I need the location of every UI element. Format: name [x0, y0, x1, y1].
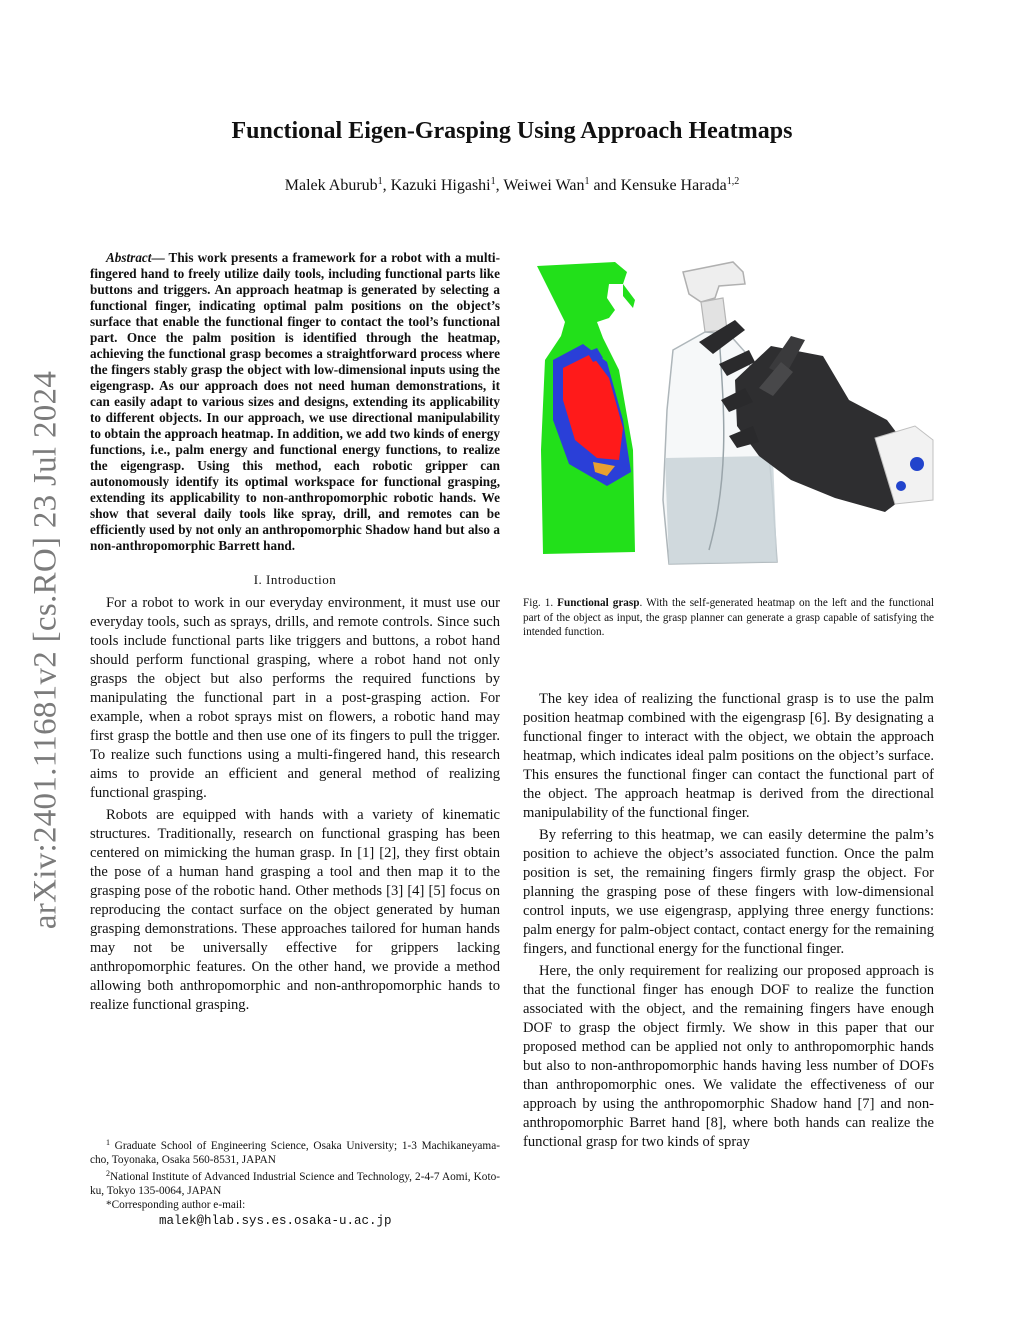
affiliation-mark: 1: [490, 176, 496, 187]
author-name: Malek Aburub: [284, 177, 378, 194]
footnote-text: National Institute of Advanced Industrial Science and Technology, 2-4-7 Aomi, Koto-ku, Tokyo 135-0064, JAPAN: [90, 1171, 500, 1197]
left-column: [90, 250, 500, 1018]
intro-paragraph-1: For a robot to work in our everyday environment, it must use our everyday tools, such as sprays, drills, and remote controls. Since such tools include functional parts like triggers and buttons, a robot hand should perform functional grasping, where a robot hand not only grasps the object but also performs the required functions by manipulating the functional part in a post-grasping action. For example, when a robot sprays mist on flowers, a robotic hand may first grasp the bottle and then use one of its fingers to pull the trigger. To realize such functions using a multi-fingered hand, this research aims to provide an efficient and general method of realizing functional grasping.: [90, 595, 500, 801]
arxiv-identifier-text: arXiv:2401.11681v2 [cs.RO] 23 Jul 2024: [27, 370, 64, 930]
author-separator: ,: [495, 177, 504, 194]
footnote-mark: 1: [106, 1138, 110, 1147]
caption-bold: Functional grasp: [557, 597, 640, 609]
right-paragraph-2: By referring to this heatmap, we can easily determine the palm’s position to achieve the object’s associated function. Once the palm position is set, the remaining fingers firmly grasp the object. For planning the grasping pose of these fingers with low-dimensional control inputs, we use eigengrasp, applying three energy functions: palm energy for palm-object contact, contact energy for the remaining fingers, and functional energy for the functional finger.: [523, 826, 934, 957]
right-paragraph-1: The key idea of realizing the functional grasp is to use the palm position heatmap combined with the eigengrasp [6]. By designating a functional finger to interact with the object, we obtain the approach heatmap, which indicates ideal palm positions on the object’s surface. This ensures the functional finger can contact the functional part of the object. The approach heatmap is derived from the directional manipulability of the functional finger.: [523, 690, 934, 821]
author-list: [0, 176, 1024, 195]
right-column-text: [523, 690, 934, 1152]
author-name: Kazuki Higashi: [390, 177, 491, 194]
affiliation-mark: 1,2: [726, 176, 740, 187]
corresponding-email: malek@hlab.sys.es.osaka-u.ac.jp: [159, 1214, 392, 1228]
author-name: Weiwei Wan: [503, 177, 585, 194]
abstract: [90, 250, 500, 554]
paper-title: Functional Eigen-Grasping Using Approach Heatmaps: [231, 118, 793, 144]
caption-text: . With the self-generated heatmap on the left and the functional part of the object as input, the grasp planner can generate a grasp capable of satisfying the intended function.: [523, 597, 934, 638]
intro-paragraph-2: Robots are equipped with hands with a variety of kinematic structures. Traditionally, research on functional grasping has been centered on mimicking the human grasp. In [1] [2], they first obtain the pose of a human hand grasping a tool and then map it to the grasping pose of the robotic hand. Other methods [3] [4] [5] focus on reproducing the contact surface on the object generated by human grasping demonstrations. These approaches tailored for human hands may not be universally effective for grippers lacking anthropomorphic features. On the other hand, we provide a method allowing both anthropomorphic and non-anthropomorphic hands to realize functional grasping.: [90, 807, 500, 1013]
footnote-affiliation-2: [90, 1167, 500, 1198]
footnotes: [90, 1136, 500, 1228]
author-separator: and: [589, 177, 621, 194]
abstract-label: Abstract: [106, 250, 152, 265]
caption-label: Fig. 1.: [523, 597, 558, 609]
footnote-affiliation-1: [90, 1136, 500, 1167]
affiliation-mark: 1: [377, 176, 383, 187]
right-column: [523, 250, 934, 1155]
author-name: Kensuke Harada: [620, 177, 727, 194]
affiliation-mark: 1: [584, 176, 590, 187]
abstract-dash: —: [151, 250, 169, 265]
figure-functional-grasp: [523, 250, 934, 580]
figure-caption: [523, 596, 934, 640]
footnote-text: Graduate School of Engineering Science, Osaka University; 1-3 Machikaneyama-cho, Toyonaka, Osaka 560-8531, JAPAN: [90, 1140, 500, 1166]
abstract-text: This work presents a framework for a robot with a multi-fingered hand to freely utilize daily tools, including functional parts like buttons and triggers. An approach heatmap is generated by selecting a functional finger, indicating optimal palm positions on the object’s surface that enable the functional finger to contact the tool’s functional part. Once the palm position is identified through the heatmap, achieving the functional grasp becomes a straightforward process where the fingers stably grasp the object with low-dimensional inputs using the eigengrasp. As our approach does not need human demonstrations, it can easily adapt to various sizes and designs, extending its applicability to different objects. In our approach, we use directional manipulability to obtain the approach heatmap. In addition, we add two kinds of energy functions, i.e., palm energy and functional energy functions, to realize the eigengrasp. Using this method, each robotic gripper can autonomously identify its optimal workspace for functional grasping, extending its applicability to non-anthropomorphic robotic hands. We show that several daily tools like spray, drill, and remotes can be efficiently used by not only an anthropomorphic Shadow hand but also a non-anthropomorphic Barrett hand.: [90, 250, 500, 553]
section-heading-introduction: I. Introduction: [253, 572, 337, 587]
right-paragraph-3: Here, the only requirement for realizing our proposed approach is that the functional finger has enough DOF to realize the function associated with the object, and the remaining fingers have enough DOF to grasp the object firmly. We show in this paper that our proposed method can be applied not only to anthropomorphic hands but also to non-anthropomorphic hands having less number of DOFs than anthropomorphic ones. We validate the effectiveness of our approach by using the anthropomorphic Shadow hand [7] and non-anthropomorphic Barret hand [8], where both hands can realize the functional grasp for two kinds of spray: [523, 962, 934, 1150]
author-separator: ,: [382, 177, 391, 194]
figure-illustration: [523, 250, 934, 580]
footnote-mark: 2: [106, 1169, 110, 1178]
heatmap-spray-bottle: [537, 262, 635, 554]
footnote-corresponding: *Corresponding author e-mail:: [106, 1199, 246, 1211]
